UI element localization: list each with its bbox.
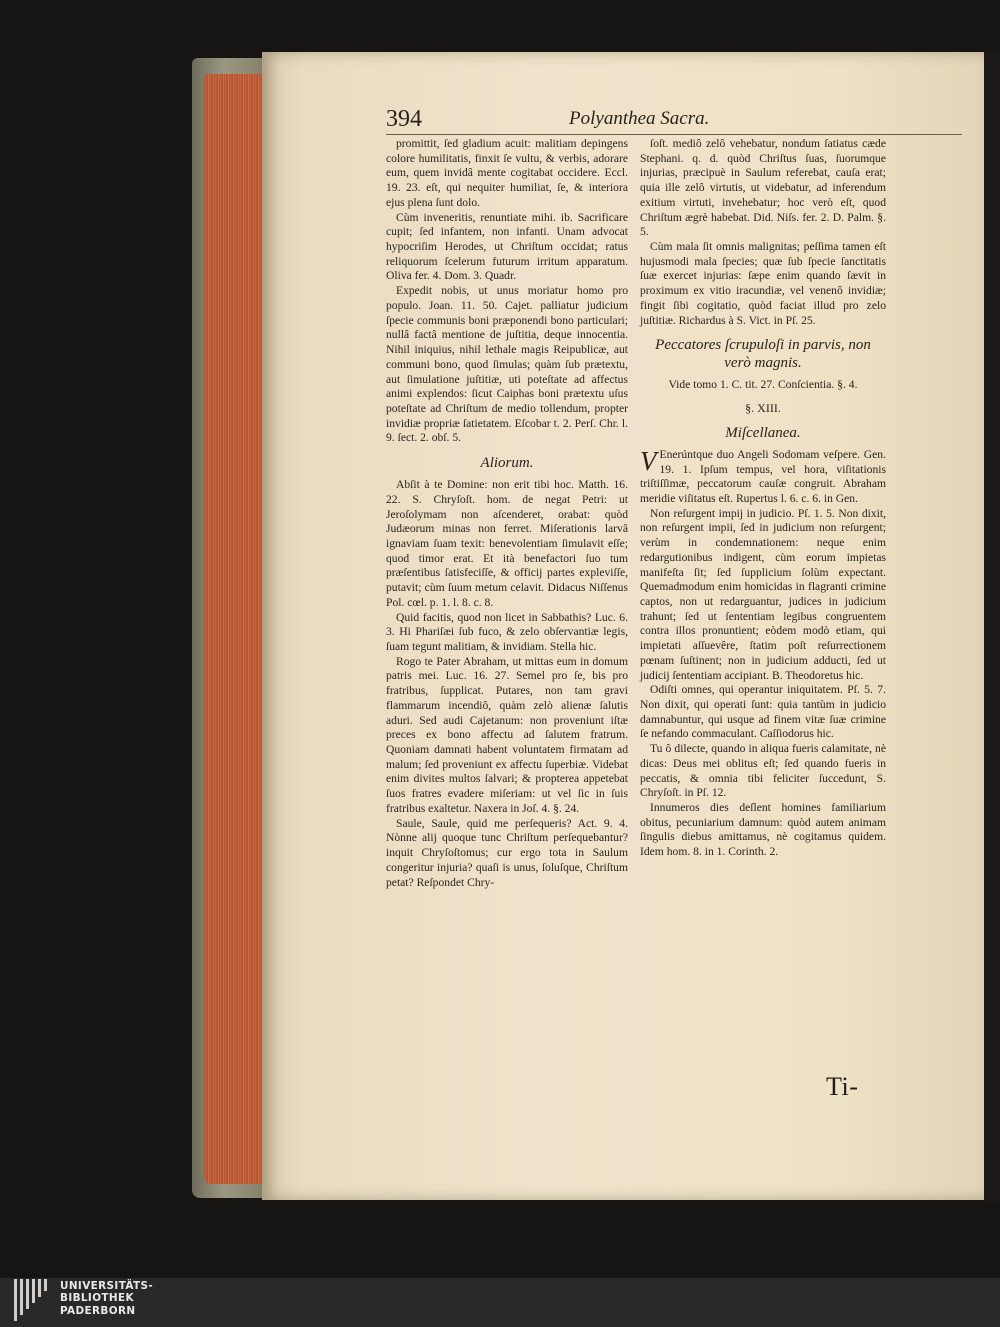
paragraph: Abſit à te Domine: non erit tibi hoc. Matth. 16. 22. S. Chryſoſt. hom. de negat Petri: ut Jeroſolymam non aſcenderet, orabat: quòd Judæorum minas non ferret. Miſerationis larvâ ignaviam ſuam texit: benevolentiam ſimulavit eſſe; quod timor erat. Et ità benefactori ſuo tum præſentibus ſatisfeciſſe, & officij partes expleviſſe, putavit; cùm ſuum metum celavit. Didacus Niſſenus Pol. cœl. p. 1. l. 8. c. 8. — [386, 478, 628, 609]
running-title: Polyanthea Sacra. — [569, 108, 710, 129]
paragraph: Saule, Saule, quid me perſequeris? Act. 9. 4. Nònne alij quoque tunc Chriſtum perſequebantur? inquit Chryſoſtomus; cur ergo tota in Saulum congeritur injuria? quaſi is unus, ſoluſque, Chriſtum petat? Reſpondet Chry- — [386, 816, 628, 889]
page-number: 394 — [386, 106, 422, 132]
catchword: Ti- — [826, 1072, 859, 1101]
cross-reference: Vide tomo 1. C. tit. 27. Conſcientia. §. 4. — [668, 378, 858, 392]
section-heading: Peccatores ſcrupuloſi in parvis, non verò magnis. — [655, 337, 871, 372]
paragraph — [640, 445, 886, 507]
library-line-3: PADERBORN — [60, 1304, 136, 1317]
drop-cap: V — [640, 445, 657, 476]
library-line-2: BIBLIOTHEK — [60, 1292, 134, 1305]
right-column — [640, 137, 886, 860]
page-header — [386, 106, 962, 136]
paragraph: Tu ô dilecte, quando in aliqua fueris calamitate, nè dicas: Deus mei oblitus eſt; ſed quando fueris in peccatis, & omnia tibi feliciter ſuccedunt, S. Chryſoſt. in Pſ. 12. — [640, 742, 886, 800]
paragraph-text: Enerúntque duo Angeli Sodomam veſpere. Gen. 19. 1. Ipſum tempus, vel hora, viſitationis triſtiſſimæ, peccatorum cauſæ congruit. Abraham meridie viſitatus eſt. Rupertus l. 6. c. 6. in Gen. — [640, 447, 886, 505]
section-heading: Aliorum. — [480, 455, 534, 472]
page-gutter — [984, 52, 1000, 1202]
paragraph: Expedit nobis, ut unus moriatur homo pro populo. Joan. 11. 50. Cajet. palliatur judicium ſpecie communis boni præponendi bono particulari; nullâ factâ mentione de juſtitia, deque innocentia. Nihil iniquius, nihil lethale magis Reipublicæ, aut communi bono, quod ſimulas; quàm ſub prætextu, aut ſimulatione juſtitiæ, uti poteſtate ad affectus animi explendos: ſicut Caiphas boni prætextu uſus poteſtate ad Chriſtum de medio tollendum, propter invidiæ propriæ ſatietatem. Eſcobar t. 2. Perſ. Chr. l. 9. ſect. 2. obſ. 5. — [386, 284, 628, 445]
paragraph: Odiſti omnes, qui operantur iniquitatem. Pſ. 5. 7. Non dixit, qui operati ſunt: quia tantùm in judicio damnabuntur, qui usque ad finem vitæ ſuæ crimine ſe nefando commaculant. Caſſiodorus hic. — [640, 683, 886, 741]
left-column — [386, 137, 628, 890]
section-heading: Miſcellanea. — [725, 424, 801, 441]
library-line-1: UNIVERSITÄTS- — [60, 1280, 154, 1292]
paragraph: Rogo te Pater Abraham, ut mittas eum in domum patris mei. Luc. 16. 27. Semel pro ſe, bis pro fratribus, ſupplicat. Putares, non tam gravi flammarum incendiô, quàm zelò alienæ ſalutis aduri. Sed audi Cajetanum: non proveniunt iſtæ preces ex bono affectu ad ſalutem fratrum. Quoniam damnati habent voluntatem firmatam ad malum; ſed proveniunt ex affectu ſuperbiæ. Videbat enim divites multos ſalvari; & propterea appetebat ſuos fratres evadere miſeriam: ut vel ſic in ſuis fratribus exaltetur. Naxera in Joſ. 4. §. 24. — [386, 654, 628, 815]
section-number: §. XIII. — [745, 401, 781, 416]
paragraph: Non reſurgent impij in judicio. Pſ. 1. 5. Non dixit, non reſurgent impii, ſed in judicium non reſurgent; verùm in condemnationem: neque enim redargutionibus indigent, cùm eorum impietas manifeſta ſit; ſed ſupplicium ſolùm expectant. Quemadmodum enim homicidas in flagranti crimine captos, non ut redarguantur, judices in judicium trahunt; ſed ut ſententiam legibus congruentem contra illos pronuntient; eòdem modò etiam, qui impietati aſſuevêre, ſtatim poſt reſurrectionem pœnam ſuſtinent; non in judicium adducti, ſed ut judicij ſententiam accipiant. B. Theodoretus hic. — [640, 506, 886, 682]
header-rule — [386, 134, 962, 135]
paragraph: Innumeros dies deſlent homines familiarium obitus, pecuniarium damnum: quòd autem animam ſingulis diebus amittamus, nè cogitamus quidem. Idem hom. 8. in 1. Corinth. 2. — [640, 801, 886, 859]
library-logo — [14, 1279, 52, 1323]
library-name — [60, 1280, 153, 1317]
paragraph: promittit, ſed gladium acuit: malitiam depingens colore humilitatis, finxit ſe vultu, & verbis, adorare eum, quem invidâ mente cogitabat occidere. Eccl. 19. 23. eſt, qui nequiter humiliat, ſe, & interiora ejus plena ſunt dolo. — [386, 137, 628, 209]
paragraph: ſoſt. mediô zelô vehebatur, nondum ſatiatus cæde Stephani. q. d. quòd Chriſtus ſuas, ſuorumque injurias, præcipuè in Saulum referebat, cauſa erat; quia ille zelô virtutis, ut videbatur, ad inferendum exitium virtuti, invehebatur; hoc verò eſt, quod Chriſtum ægrè habebat. Did. Niſs. fer. 2. D. Palm. §. 5. — [640, 137, 886, 239]
paragraph: Cùm mala ſit omnis malignitas; peſſima tamen eſt hujusmodi mala ſpecies; quæ ſub ſpecie ſanctitatis ſuæ exercet injurias: ſæpe enim quando ſævit in proximum ex vitio iracundiæ, vel venenô invidiæ; fingit ſibi cogitatio, quòd faciat illud pro zelo juſtitiæ. Richardus à S. Vict. in Pſ. 25. — [640, 240, 886, 327]
paragraph: Cùm inveneritis, renuntiate mihi. ib. Sacrificare cupit; ſed infantem, non infanti. Unam advocat hypocriſim Herodes, ut Chriſtum occidat; ratus reliquorum ſcelerum futurum irritum apparatum. Oliva fer. 4. Dom. 3. Quadr. — [386, 210, 628, 283]
paragraph: Quid facitis, quod non licet in Sabbathis? Luc. 6. 3. Hi Phariſæi ſub fuco, & zelo obſervantiæ legis, ſuam tegunt malitiam, & invidiam. Stella hic. — [386, 610, 628, 653]
